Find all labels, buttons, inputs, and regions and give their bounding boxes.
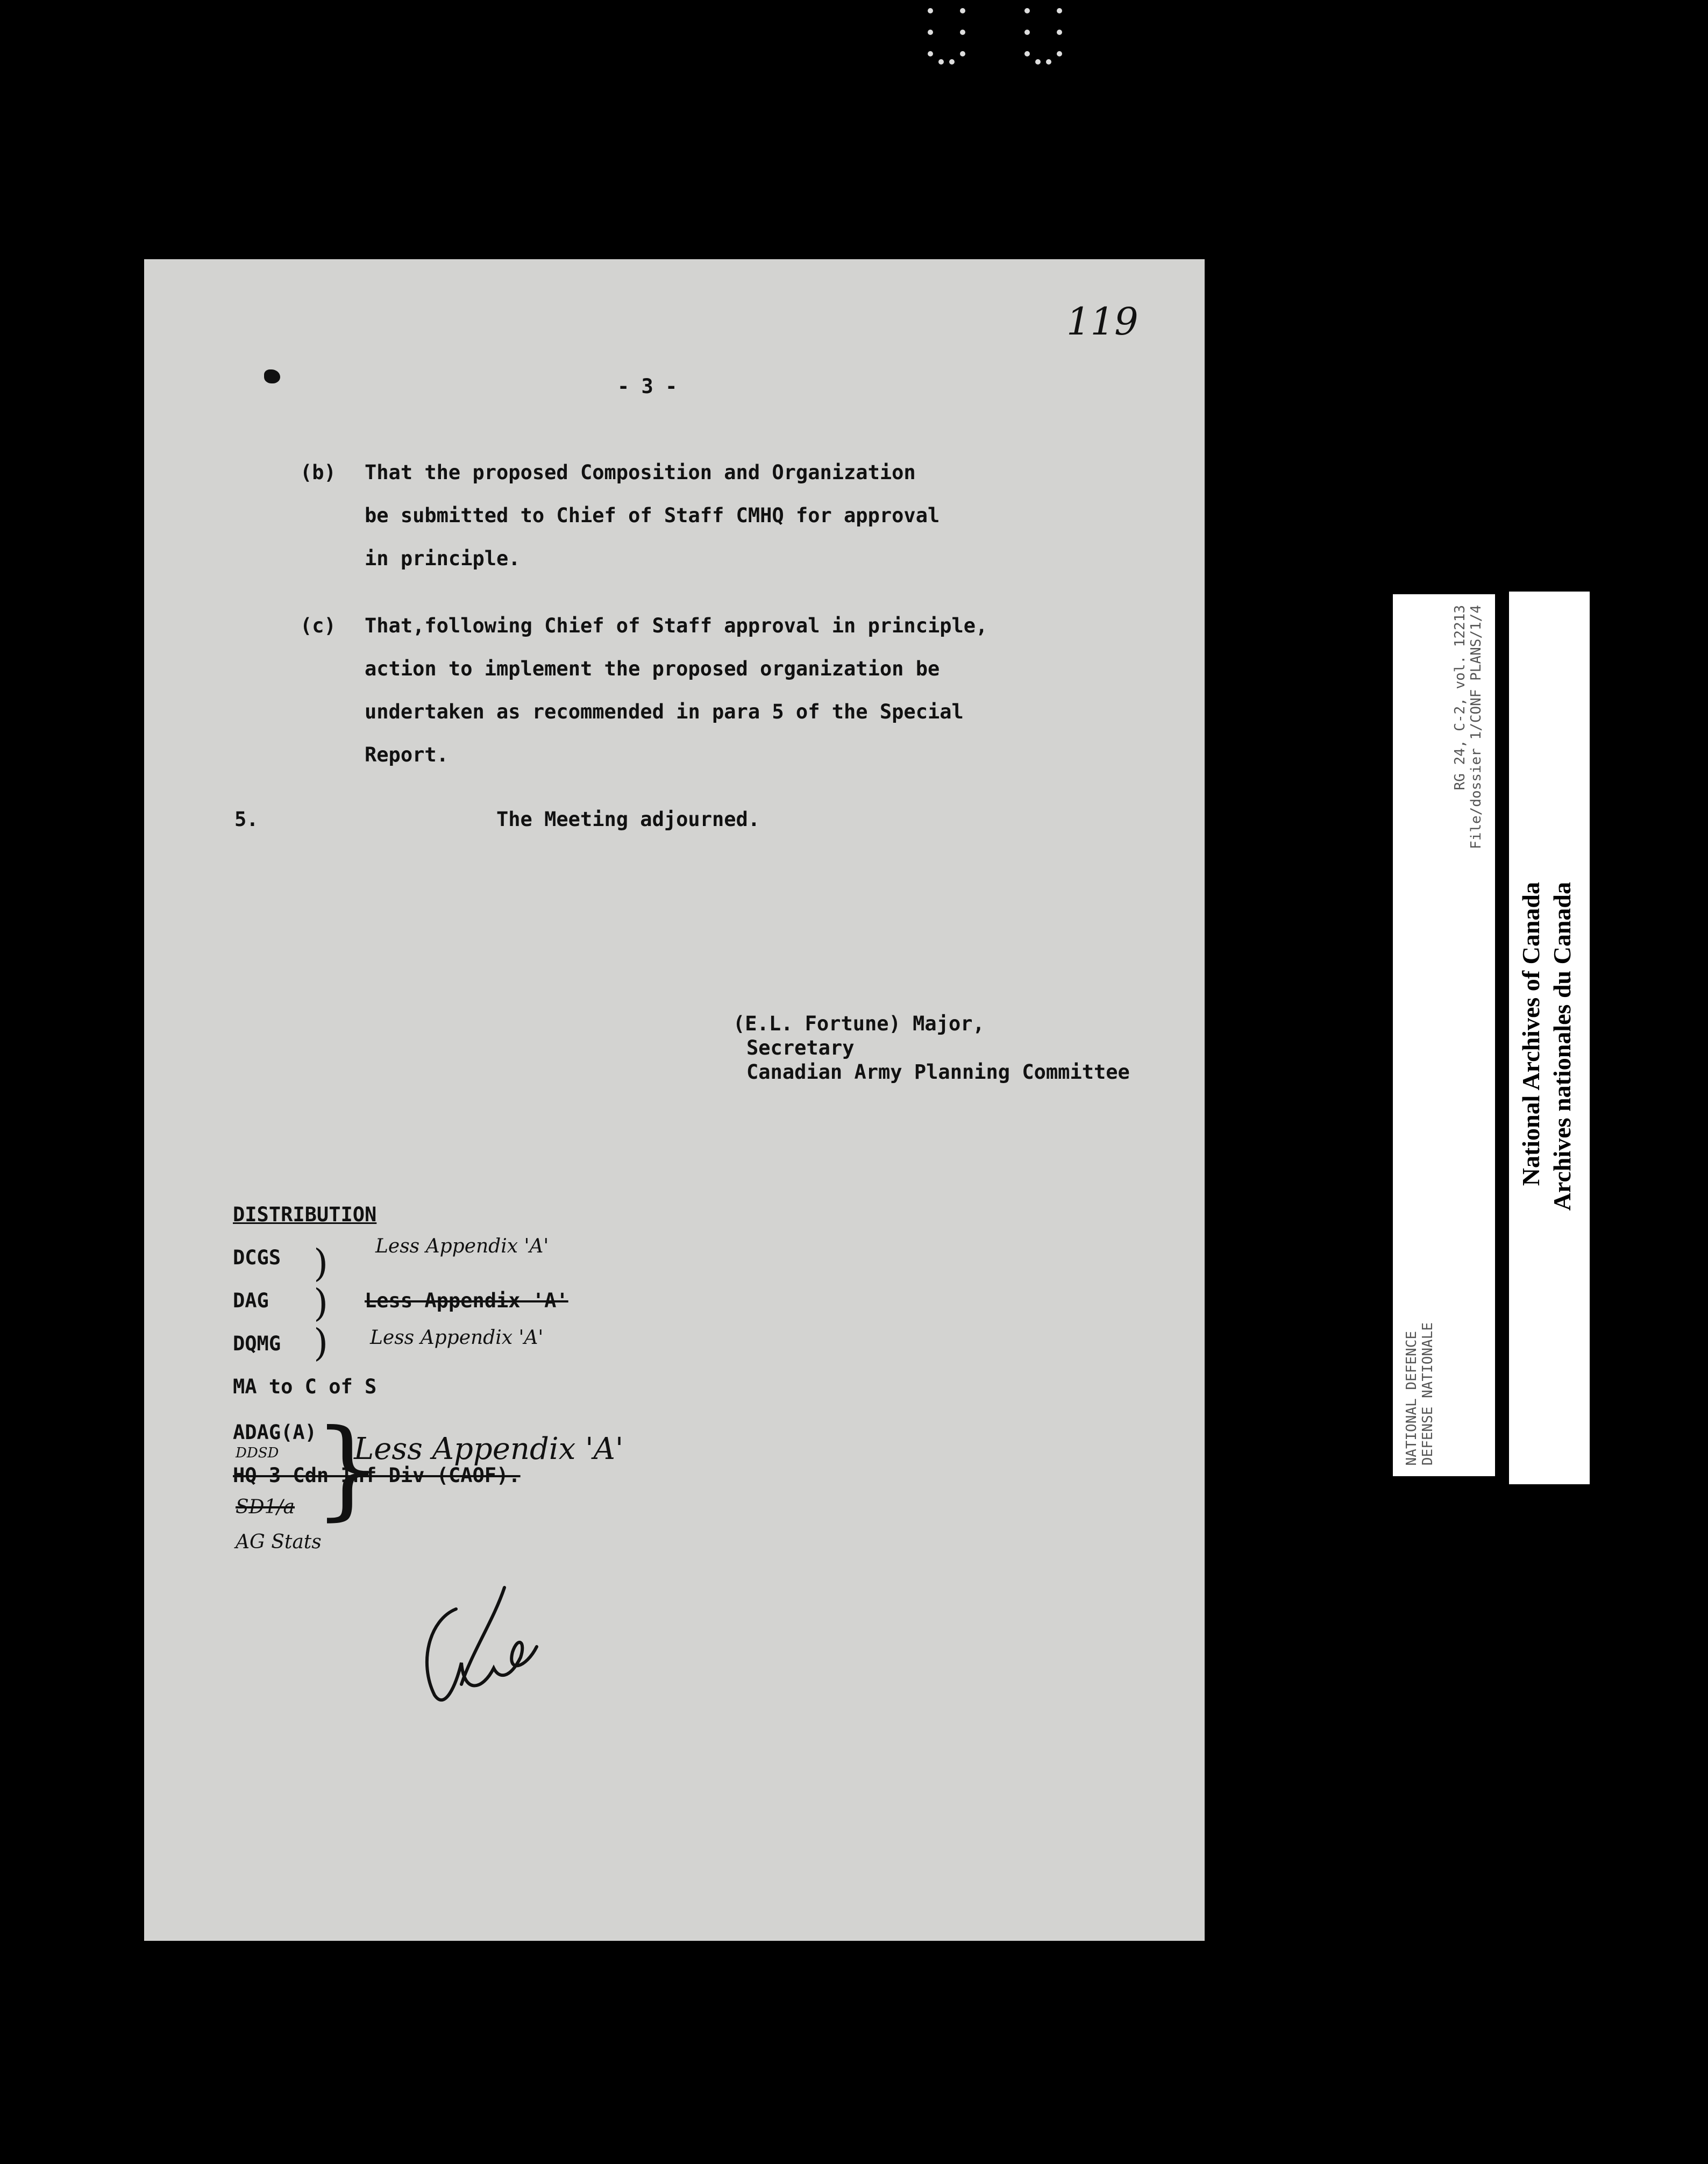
folio-number: 119 xyxy=(1066,300,1138,344)
page-number: - 3 - xyxy=(617,375,678,398)
item-c-line: Report. xyxy=(365,743,449,766)
item-c-line: That,following Chief of Staff approval in principle, xyxy=(365,614,988,637)
handwritten-initials xyxy=(397,1577,558,1717)
distribution-group-note: Less Appendix 'A' xyxy=(354,1432,624,1467)
signatory-title: Secretary xyxy=(746,1036,855,1059)
hole-punch-mark xyxy=(264,369,280,383)
signatory-committee: Canadian Army Planning Committee xyxy=(746,1060,1130,1084)
item-b-line: in principle. xyxy=(365,547,521,570)
archive-reference-line: File/dossier 1/CONF PLANS/1/4 xyxy=(1468,605,1484,849)
brace-mark: ) ) ) xyxy=(314,1241,329,1365)
distribution-dag-note: Less Appendix 'A' xyxy=(365,1289,568,1312)
film-frame-marks xyxy=(920,0,1081,75)
archive-reference-label xyxy=(1393,594,1495,1476)
item-c-line: action to implement the proposed organization be xyxy=(365,657,940,680)
distribution-dqmg-note: Less Appendix 'A' xyxy=(370,1327,544,1349)
archive-source-line: DEFENSE NATIONALE xyxy=(1420,1322,1436,1465)
item-c-label: (c) xyxy=(300,614,336,637)
distribution-heading: DISTRIBUTION xyxy=(233,1203,377,1226)
distribution-dcgs-note: Less Appendix 'A' xyxy=(375,1235,549,1257)
archive-source-line: NATIONAL DEFENCE xyxy=(1404,1330,1420,1465)
archive-name-fr: Archives nationales du Canada xyxy=(1548,882,1576,1211)
archive-name-label xyxy=(1509,592,1590,1484)
distribution-hq: HQ 3 Cdn Inf Div (CAOF). xyxy=(233,1464,521,1487)
para-5-number: 5. xyxy=(234,808,259,831)
distribution-adag: ADAG(A) xyxy=(233,1421,317,1444)
distribution-dag: DAG xyxy=(233,1289,269,1312)
item-b-line: That the proposed Composition and Organization xyxy=(365,461,916,484)
distribution-ma: MA to C of S xyxy=(233,1375,377,1398)
archive-reference-line: RG 24, C-2, vol. 12213 xyxy=(1452,605,1468,791)
document-page xyxy=(144,259,1205,1941)
brace-mark: } xyxy=(314,1406,382,1532)
distribution-ag-stats: AG Stats xyxy=(236,1531,322,1553)
item-b-line: be submitted to Chief of Staff CMHQ for approval xyxy=(365,504,940,527)
archive-name-en: National Archives of Canada xyxy=(1517,882,1545,1186)
para-5-text: The Meeting adjourned. xyxy=(496,808,760,831)
item-c-line: undertaken as recommended in para 5 of the Special xyxy=(365,700,964,723)
distribution-ddsd: DDSD xyxy=(236,1445,279,1461)
signatory-name: (E.L. Fortune) Major, xyxy=(733,1012,985,1035)
distribution-dcgs: DCGS xyxy=(233,1246,281,1269)
item-b-label: (b) xyxy=(300,461,336,484)
distribution-sd1a: SD1/a xyxy=(236,1496,295,1518)
distribution-dqmg: DQMG xyxy=(233,1332,281,1355)
